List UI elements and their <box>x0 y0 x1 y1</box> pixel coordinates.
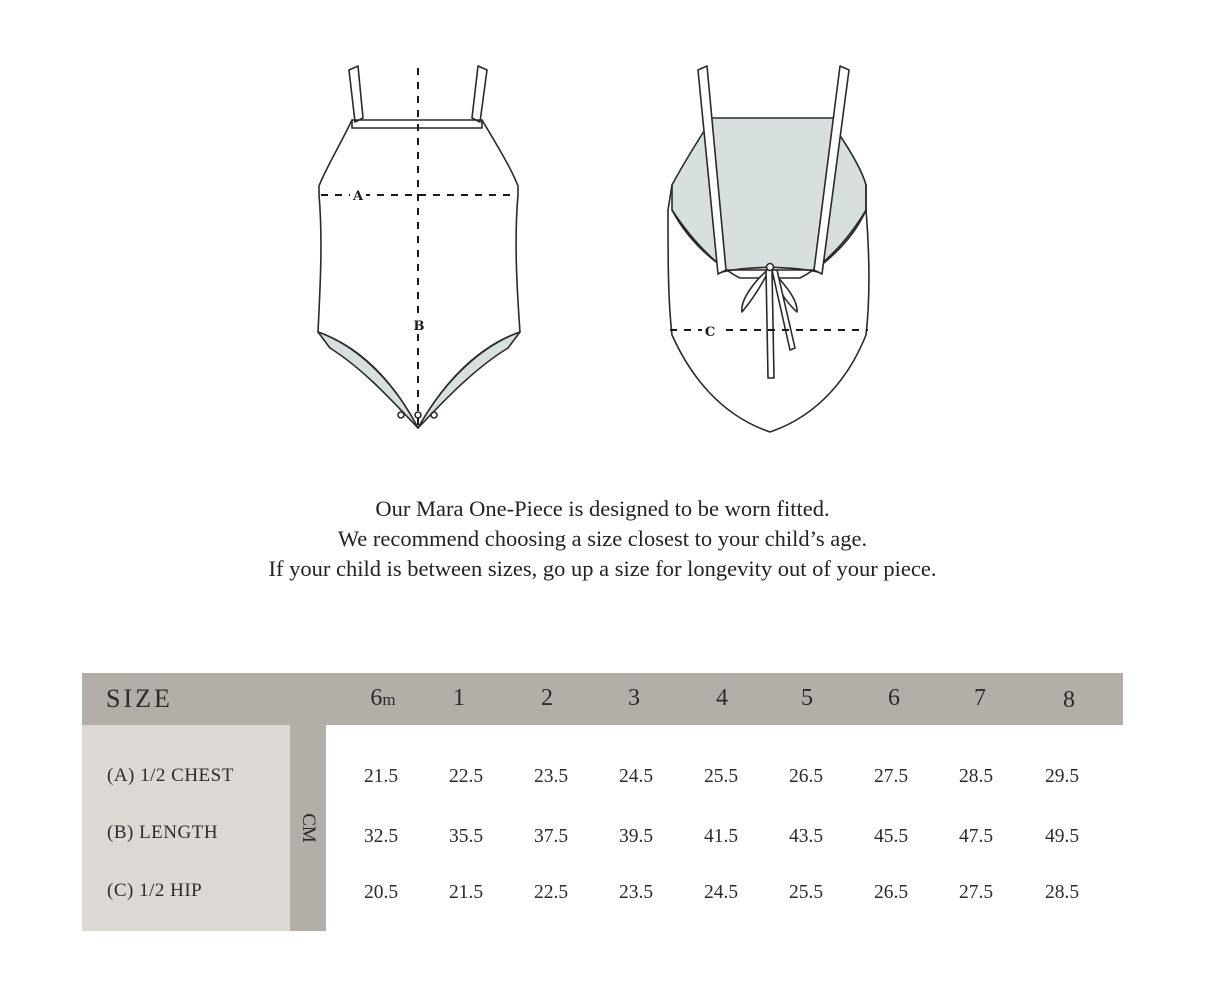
length-cell-1: 35.5 <box>448 826 484 847</box>
size-header-bar <box>82 673 1123 725</box>
chest-cell-4: 25.5 <box>703 766 739 787</box>
size-header-6: 6 <box>888 685 900 711</box>
hip-cell-6m: 20.5 <box>363 882 399 903</box>
unit-column <box>290 725 326 931</box>
hip-cell-3: 23.5 <box>618 882 654 903</box>
length-cell-4: 41.5 <box>703 826 739 847</box>
length-cell-3: 39.5 <box>618 826 654 847</box>
back-view <box>668 66 869 432</box>
length-cell-5: 43.5 <box>788 826 824 847</box>
size-header-3: 3 <box>628 685 640 711</box>
bow-tail-left <box>766 270 774 378</box>
length-cell-7: 47.5 <box>958 826 994 847</box>
fit-note-line-3: If your child is between sizes, go up a size for longevity out of your piece. <box>268 556 937 581</box>
hip-cell-8: 28.5 <box>1044 882 1080 903</box>
row-label-length: (B) LENGTH <box>107 822 219 843</box>
hip-cell-5: 25.5 <box>788 882 824 903</box>
chest-cell-8: 29.5 <box>1044 766 1080 787</box>
front-right-strap <box>472 66 487 122</box>
front-left-strap <box>349 66 363 122</box>
size-header-2: 2 <box>541 685 553 711</box>
length-cell-2: 37.5 <box>533 826 569 847</box>
row-label-chest: (A) 1/2 CHEST <box>107 765 234 786</box>
bow-tail-right <box>772 270 795 350</box>
unit-label: CM <box>298 813 319 843</box>
chest-cell-6m: 21.5 <box>363 766 399 787</box>
length-cell-6m: 32.5 <box>363 826 399 847</box>
label-b: B <box>413 319 425 334</box>
hip-cell-7: 27.5 <box>958 882 994 903</box>
chest-cell-1: 22.5 <box>448 766 484 787</box>
chest-cell-6: 27.5 <box>873 766 909 787</box>
hip-cell-6: 26.5 <box>873 882 909 903</box>
size-header-5: 5 <box>801 685 813 711</box>
size-header-4: 4 <box>716 685 728 711</box>
length-cell-8: 49.5 <box>1044 826 1080 847</box>
size-header-1: 1 <box>453 685 465 711</box>
swimsuit-diagram-svg <box>0 0 1205 470</box>
chest-cell-3: 24.5 <box>618 766 654 787</box>
size-title: SIZE <box>106 684 173 713</box>
row-label-hip: (C) 1/2 HIP <box>107 880 203 901</box>
garment-diagrams <box>0 0 1205 470</box>
label-a: A <box>352 189 364 204</box>
chest-cell-2: 23.5 <box>533 766 569 787</box>
size-header-0: 6m <box>370 685 396 711</box>
size-header-8: 8 <box>1063 687 1075 713</box>
fit-note-line-2: We recommend choosing a size closest to your child’s age. <box>337 526 868 551</box>
chest-cell-7: 28.5 <box>958 766 994 787</box>
chest-cell-5: 26.5 <box>788 766 824 787</box>
fit-note <box>0 494 1205 584</box>
label-c: C <box>704 325 716 340</box>
front-view <box>318 66 520 428</box>
length-cell-6: 45.5 <box>873 826 909 847</box>
hip-cell-2: 22.5 <box>533 882 569 903</box>
size-header-7: 7 <box>974 685 986 711</box>
hip-cell-4: 24.5 <box>703 882 739 903</box>
front-right-leg-lining <box>418 332 520 428</box>
hip-cell-1: 21.5 <box>448 882 484 903</box>
fit-note-line-1: Our Mara One-Piece is designed to be worn fitted. <box>375 496 830 521</box>
